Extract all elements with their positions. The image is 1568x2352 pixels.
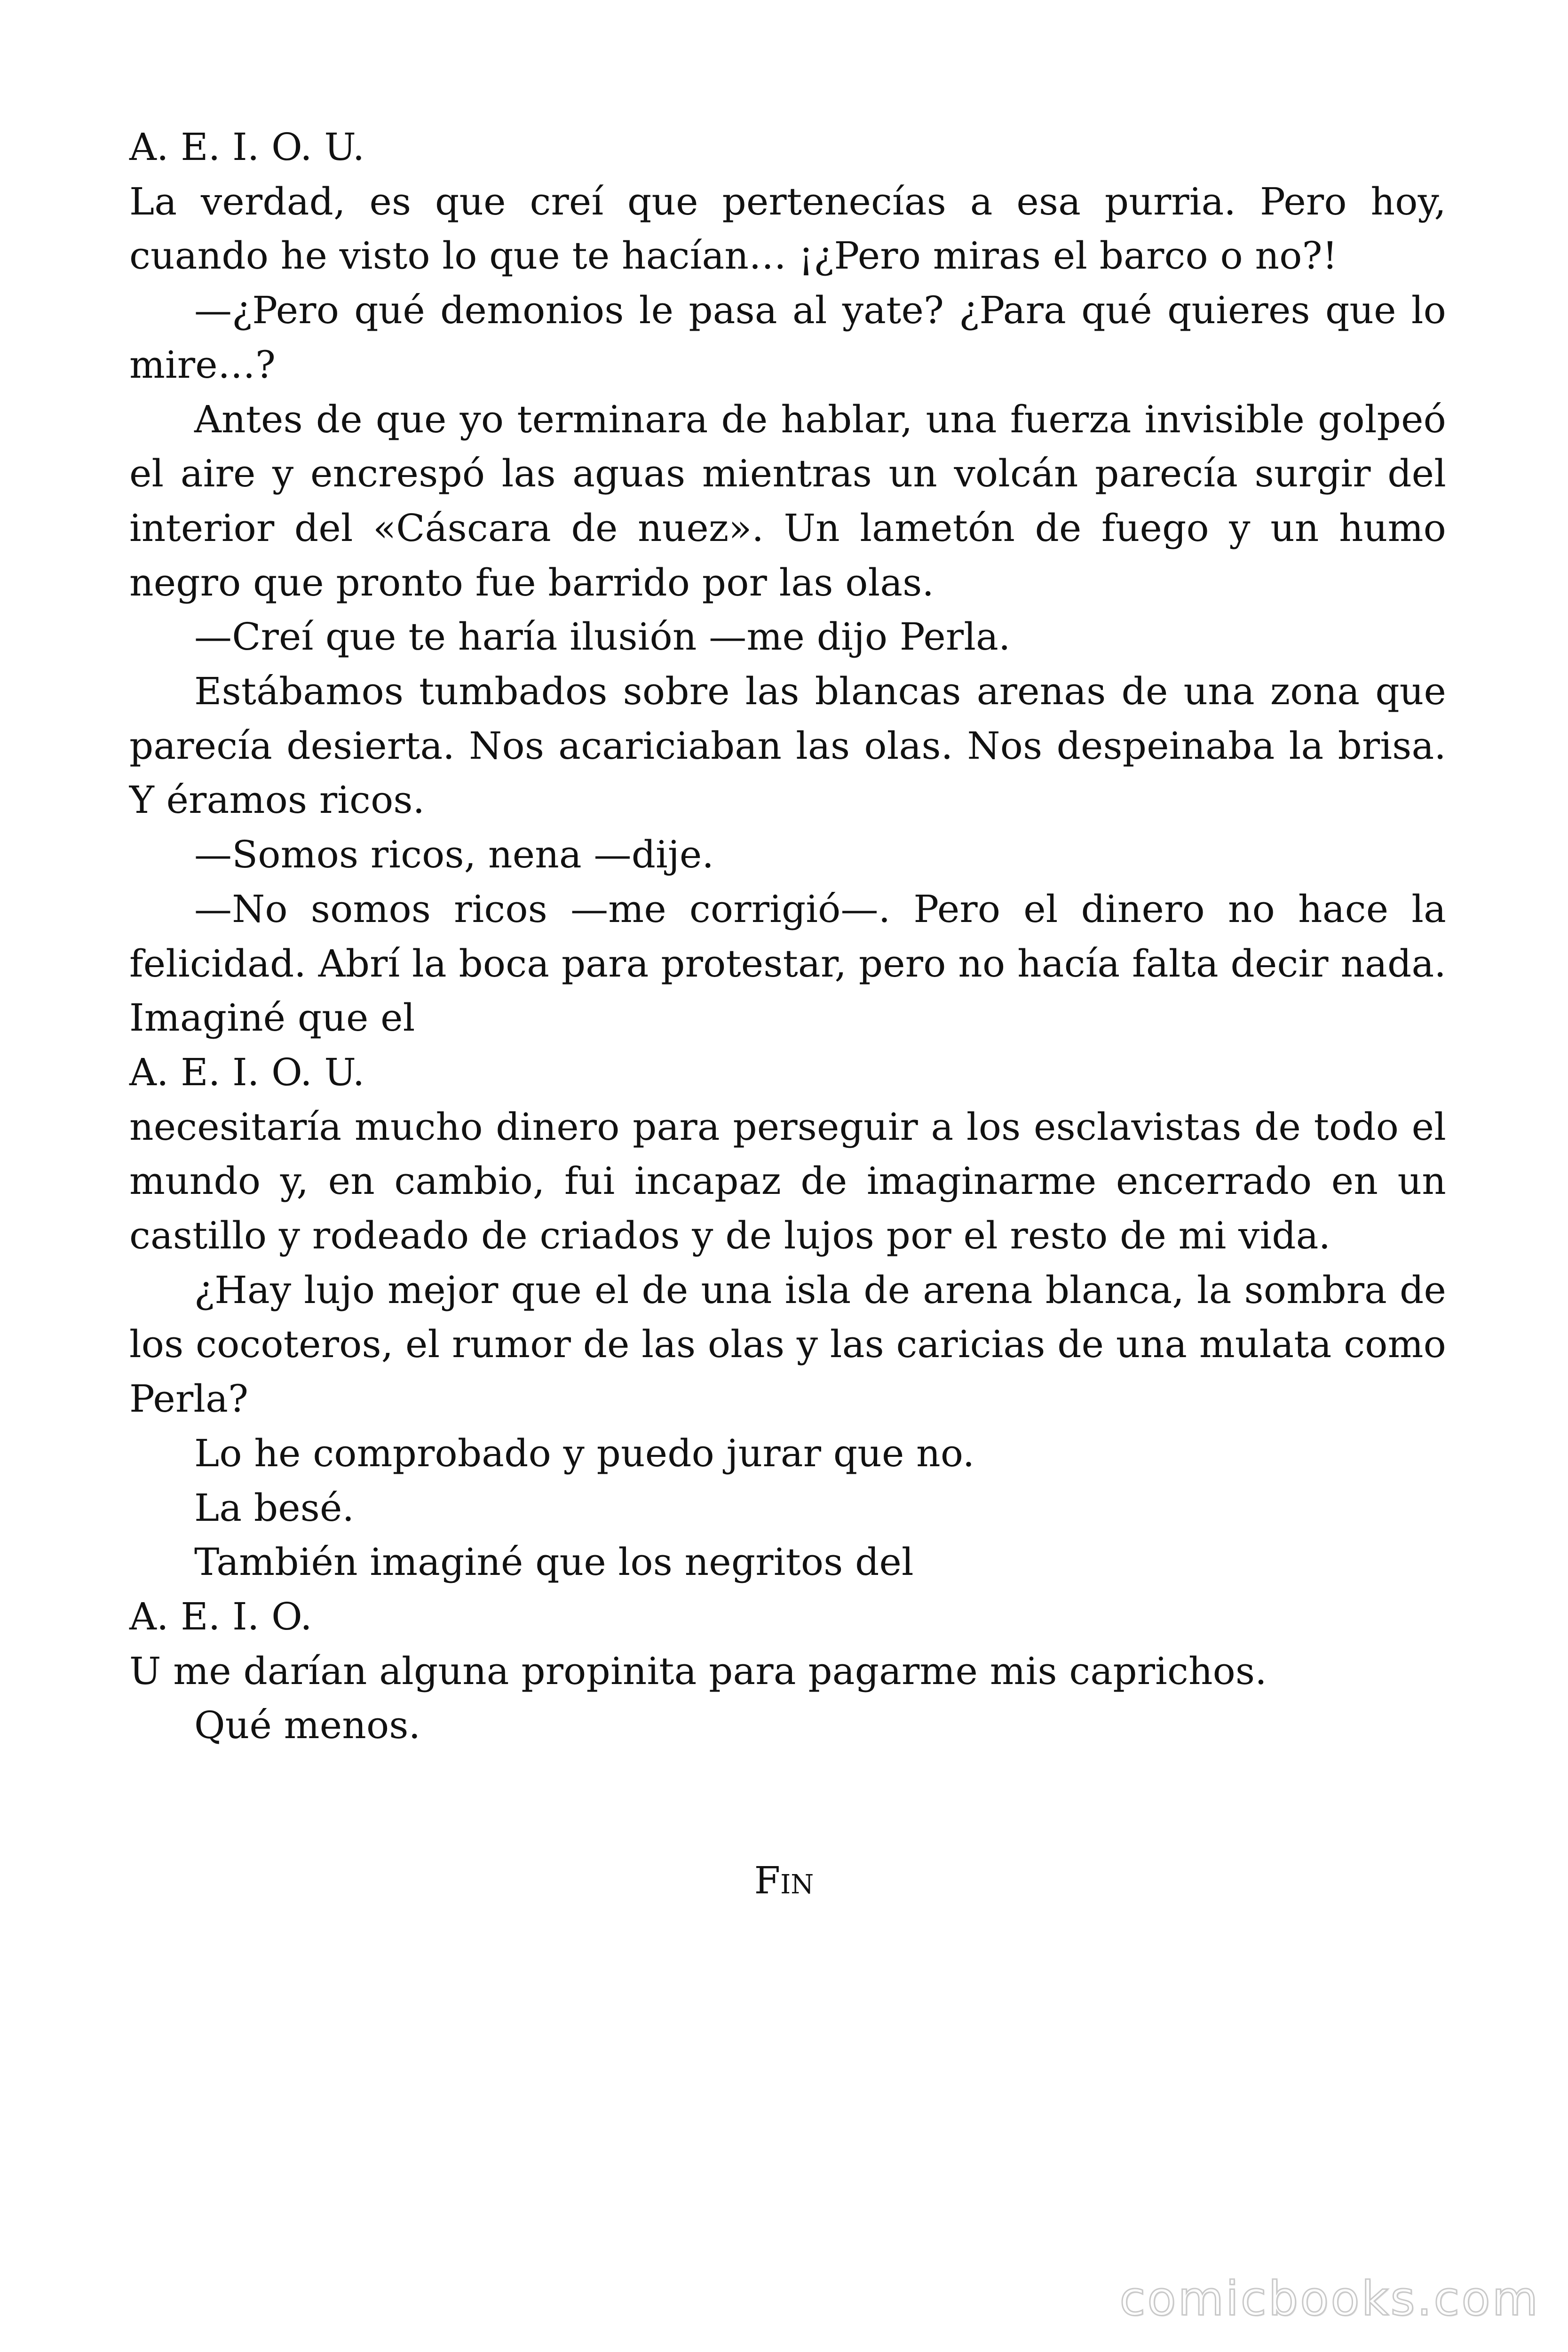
paragraph: Estábamos tumbados sobre las blancas arenas de una zona que parecía desierta. Nos acariciaban las olas. Nos despeinaba la brisa. Y éramos ricos.: [129, 669, 1446, 822]
watermark: comicbooks.com: [1119, 2271, 1540, 2326]
paragraph: También imaginé que los negritos del: [194, 1540, 914, 1584]
paragraph: A. E. I. O.: [129, 1594, 312, 1638]
paragraph: A. E. I. O. U.: [129, 125, 365, 169]
paragraph: ¿Hay lujo mejor que el de una isla de arena blanca, la sombra de los cocoteros, el rumor de las olas y las caricias de una mulata como Perla?: [129, 1268, 1446, 1421]
paragraph: necesitaría mucho dinero para perseguir a los esclavistas de todo el mundo y, en cambio, fui incapaz de imaginarme encerrado en un castillo y rodeado de criados y de lujos por el resto de mi vida.: [129, 1104, 1446, 1258]
paragraph: —No somos ricos —me corrigió—. Pero el dinero no hace la felicidad. Abrí la boca para protestar, pero no hacía falta decir nada. Imaginé que el: [129, 887, 1446, 1040]
paragraph: Lo he comprobado y puedo jurar que no.: [194, 1431, 975, 1475]
paragraph: Qué menos.: [194, 1703, 421, 1748]
paragraph: La verdad, es que creí que pertenecías a esa purria. Pero hoy, cuando he visto lo que te hacían… ¡¿Pero miras el barco o no?!: [129, 179, 1446, 278]
end-marker: Fin: [754, 1859, 814, 1902]
paragraph: Antes de que yo terminara de hablar, una fuerza invisible golpeó el aire y encrespó las aguas mientras un volcán parecía surgir del interior del «Cáscara de nuez». Un lametón de fuego y un humo negro que pronto fue barrido por las olas.: [129, 397, 1446, 604]
paragraph: A. E. I. O. U.: [129, 1050, 365, 1094]
paragraph: La besé.: [194, 1486, 355, 1530]
paragraph: —Creí que te haría ilusión —me dijo Perla.: [194, 615, 1011, 659]
paragraph: U me darían alguna propinita para pagarme mis caprichos.: [129, 1649, 1267, 1693]
paragraph: —Somos ricos, nena —dije.: [194, 833, 714, 877]
paragraph: —¿Pero qué demonios le pasa al yate? ¿Para qué quieres que lo mire…?: [129, 288, 1446, 387]
page-body: [129, 120, 1446, 1753]
